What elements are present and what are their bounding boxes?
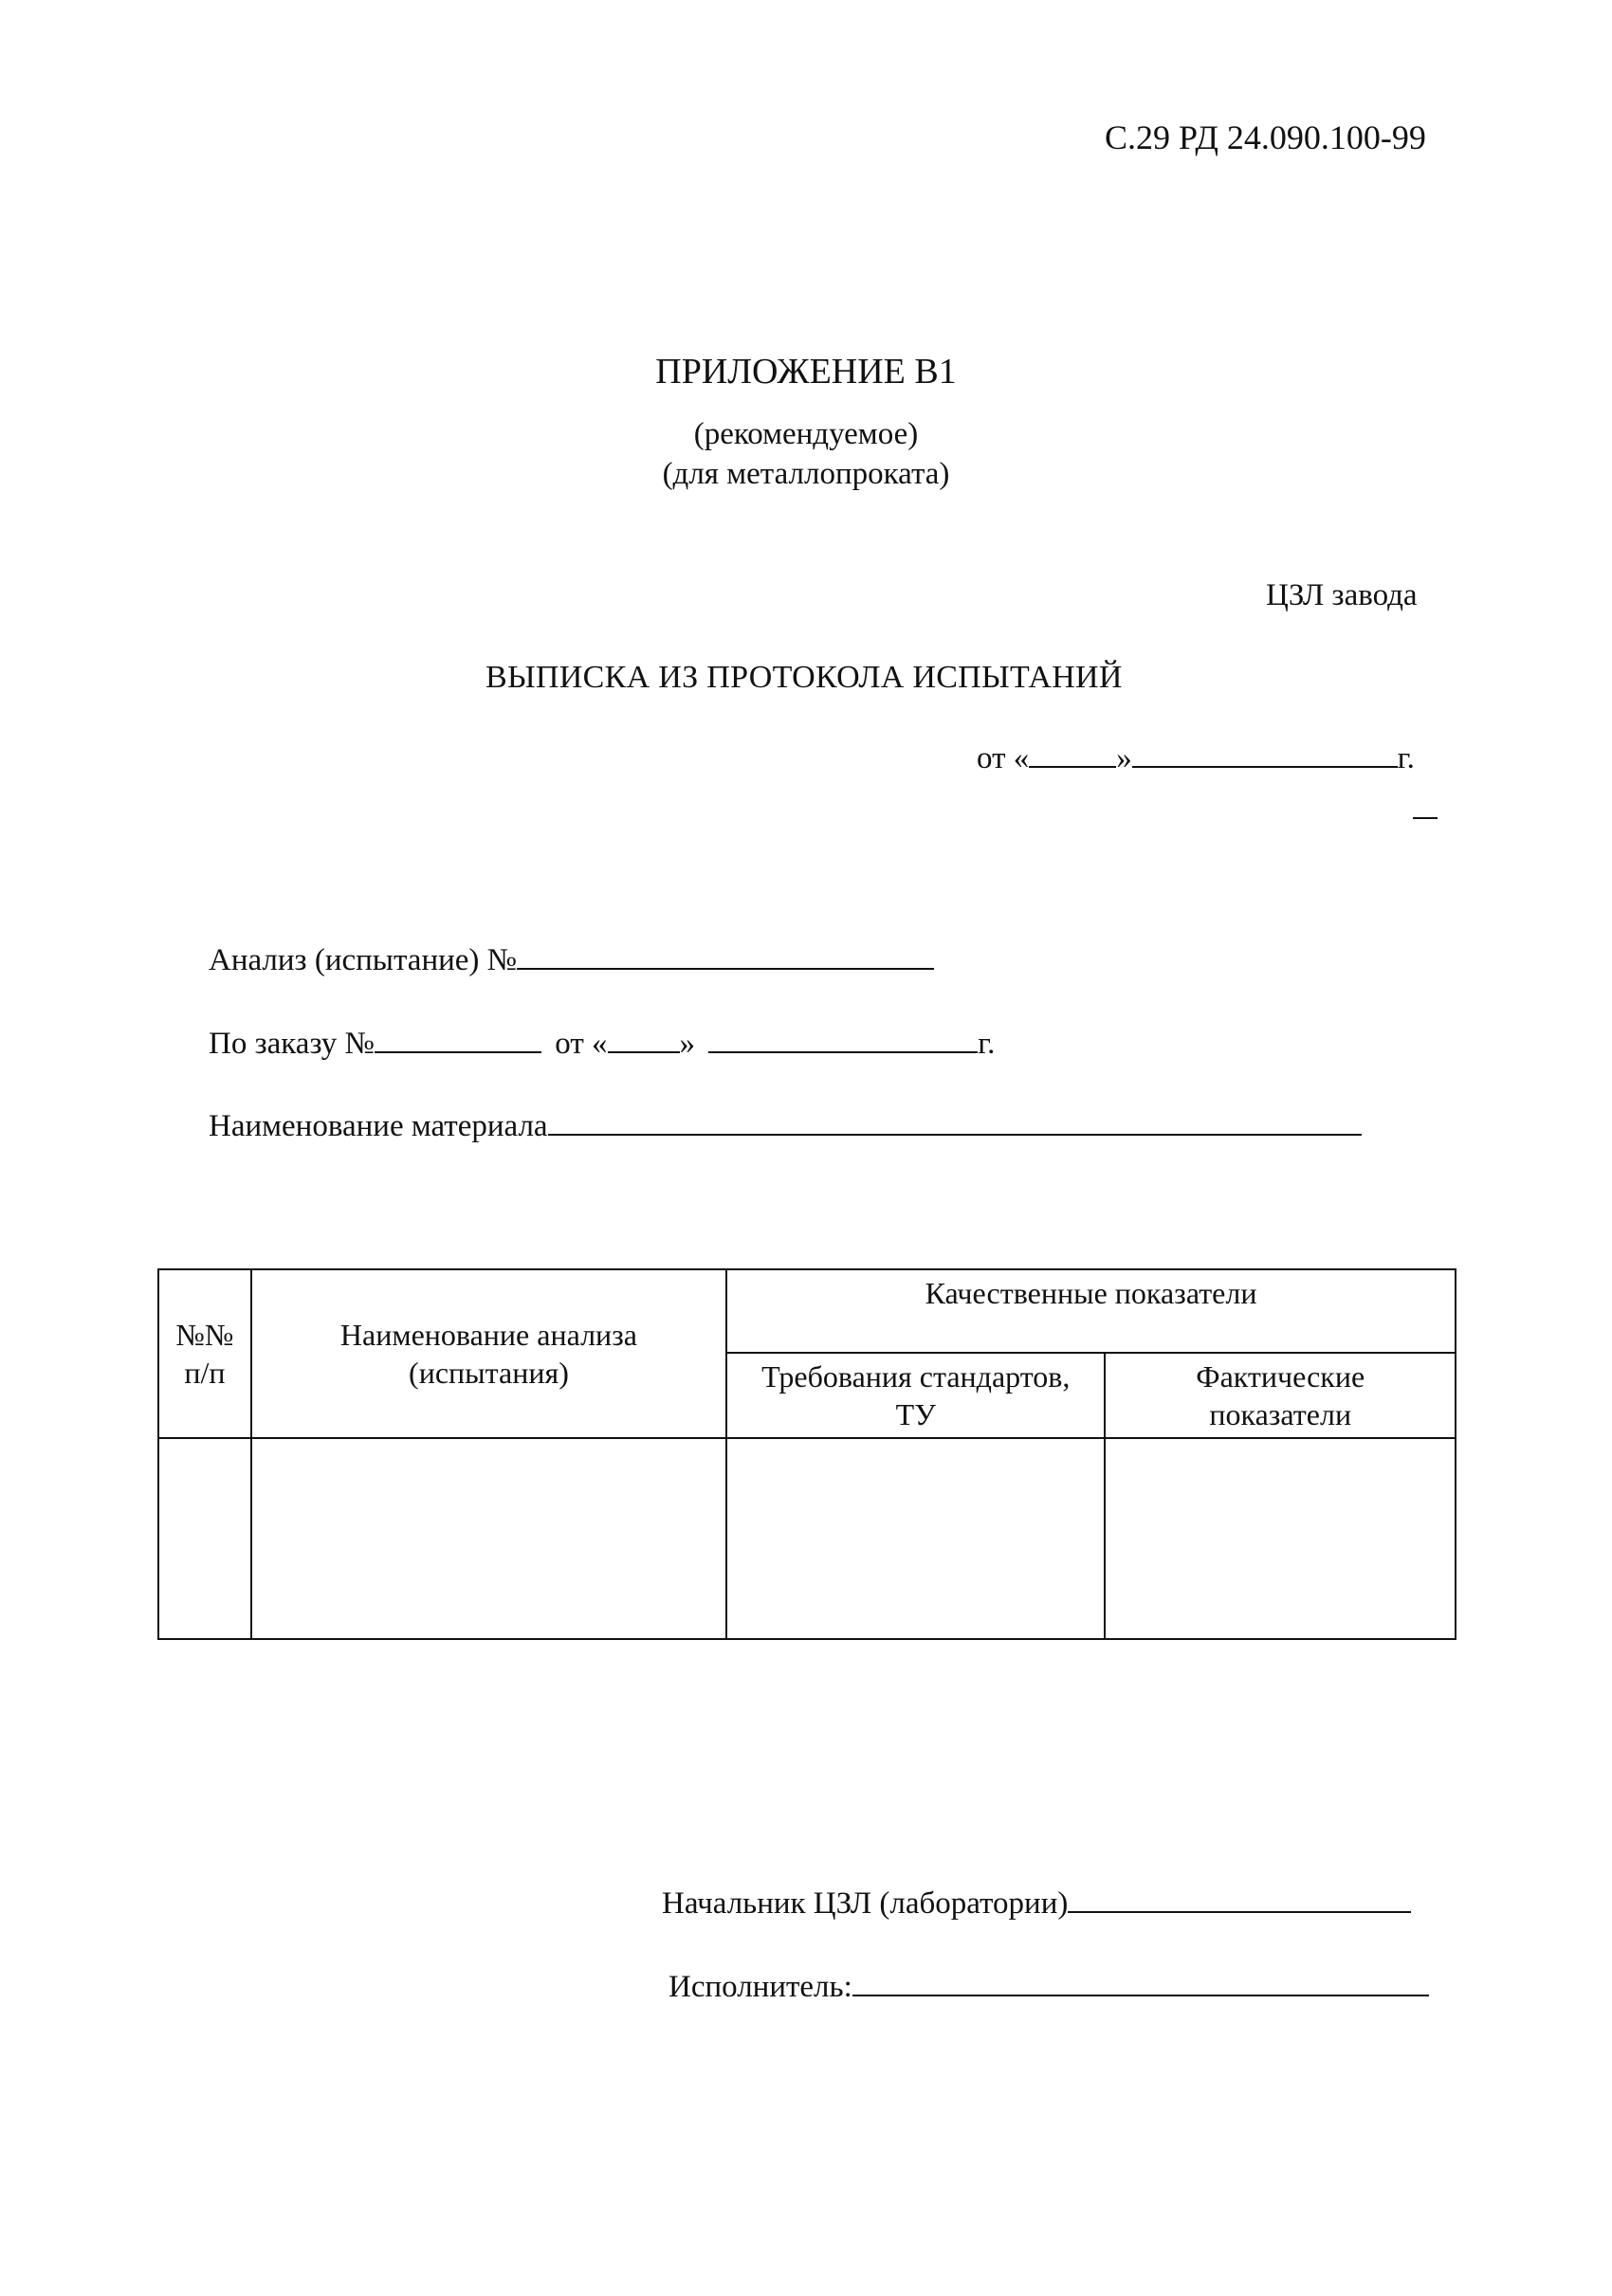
col-name-line1: Наименование анализа — [339, 1318, 637, 1352]
day-blank[interactable] — [1029, 765, 1116, 768]
cell-analysis-name[interactable] — [251, 1438, 726, 1639]
date-prefix: от « — [977, 741, 1030, 775]
head-signature-blank[interactable] — [1068, 1910, 1411, 1913]
appendix-note-recommended: (рекомендуемое) — [693, 417, 919, 451]
col-header-requirements — [726, 1353, 1105, 1438]
analysis-number-blank[interactable] — [517, 967, 934, 970]
col-fact-line1: Фактические — [1196, 1359, 1365, 1394]
date-mid: » — [1116, 741, 1132, 775]
analysis-number-field — [209, 943, 934, 978]
order-field — [209, 1027, 995, 1062]
material-label: Наименование материала — [209, 1109, 548, 1143]
month-blank[interactable] — [1132, 765, 1398, 768]
order-number-blank[interactable] — [375, 1050, 541, 1053]
document-title: ВЫПИСКА ИЗ ПРОТОКОЛА ИСПЫТАНИЙ — [485, 660, 1123, 695]
cell-number[interactable] — [158, 1438, 251, 1639]
material-field — [209, 1109, 1362, 1144]
order-day-blank[interactable] — [608, 1050, 680, 1053]
col-number-line2: п/п — [184, 1356, 226, 1390]
group-header-quality: Качественные показатели — [726, 1269, 1456, 1353]
date-suffix: г. — [1397, 741, 1415, 775]
col-header-actual — [1105, 1353, 1456, 1438]
executor-label: Исполнитель: — [669, 1970, 852, 2004]
col-name-line2: (испытания) — [409, 1356, 569, 1390]
col-number-line1: №№ — [175, 1318, 234, 1352]
table-row — [158, 1438, 1456, 1639]
col-req-line2: ТУ — [895, 1397, 936, 1431]
col-header-analysis-name — [251, 1269, 726, 1438]
executor-signature-field — [669, 1970, 1429, 2005]
material-blank[interactable] — [548, 1133, 1362, 1136]
head-signature-field — [662, 1886, 1411, 1922]
order-date-mid: » — [679, 1027, 696, 1061]
col-header-number — [158, 1269, 251, 1438]
order-month-blank[interactable] — [708, 1050, 978, 1053]
protocol-date-line — [977, 741, 1415, 776]
order-date-suffix: г. — [978, 1027, 996, 1061]
test-results-table — [157, 1268, 1456, 1640]
appendix-note-scope: (для металлопроката) — [662, 457, 950, 491]
order-label: По заказу № — [209, 1027, 376, 1061]
col-req-line1: Требования стандартов, — [761, 1359, 1071, 1394]
cell-actual[interactable] — [1105, 1438, 1456, 1639]
head-signature-label: Начальник ЦЗЛ (лаборатории) — [662, 1886, 1069, 1921]
lab-label: ЦЗЛ завода — [1266, 578, 1418, 612]
executor-signature-blank[interactable] — [852, 1994, 1429, 1996]
col-fact-line2: показатели — [1209, 1397, 1352, 1431]
cell-requirements[interactable] — [726, 1438, 1105, 1639]
analysis-label: Анализ (испытание) № — [209, 943, 518, 977]
dash-mark — [1413, 817, 1438, 819]
page-reference: С.29 РД 24.090.100-99 — [1105, 118, 1426, 156]
order-date-prefix: от « — [555, 1027, 608, 1061]
appendix-title: ПРИЛОЖЕНИЕ В1 — [655, 352, 957, 392]
